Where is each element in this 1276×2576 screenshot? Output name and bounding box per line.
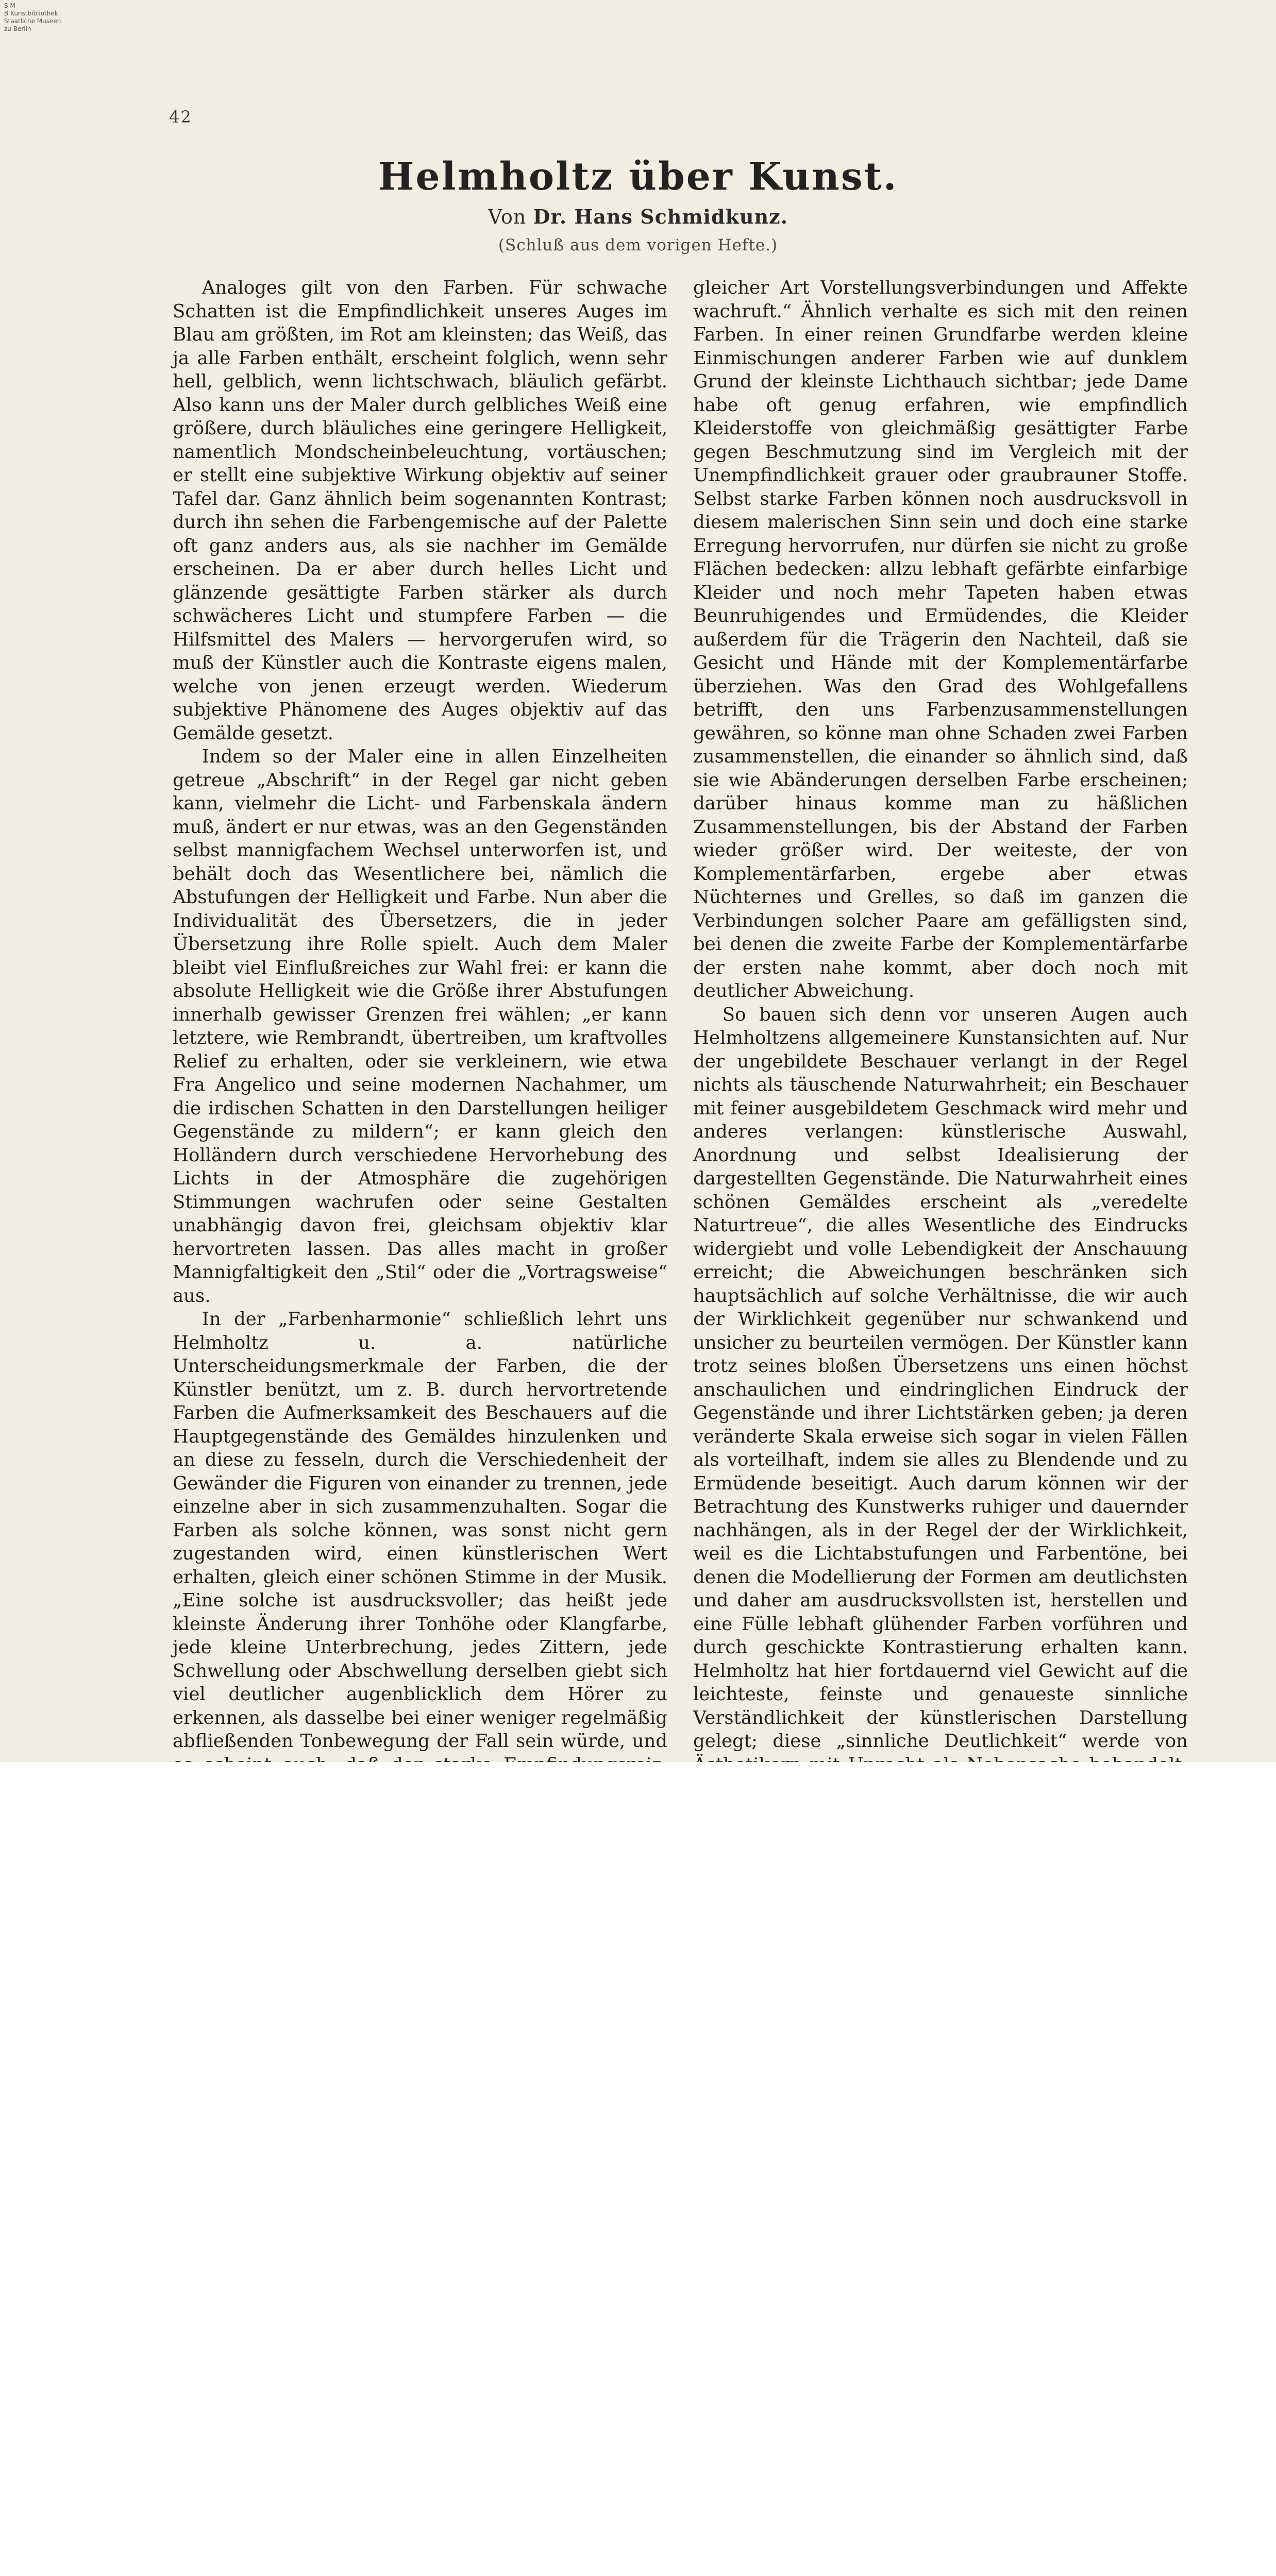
paragraph: In der „Farbenharmonie“ schließlich lehrt uns Helmholtz u. a. natürliche Unterscheidungsmerkmale der Farben, die der Künstler benützt, um z. B. durch hervortretende Farben die Aufmerksamkeit des Beschauers auf die Hauptgegenstände des Gemäldes hinzulenken und an diese zu fesseln, durch die Verschiedenheit der Gewänder die Figuren von einander zu trennen, jede einzelne aber in sich zusammenzuhalten. Sogar die Farben als solche können, was sonst nicht gern zugestanden wird, einen künstlerischen Wert erhalten, gleich einer schönen Stimme in der Musik. „Eine solche ist ausdrucksvoller; das heißt jede kleinste Änderung ihrer Tonhöhe oder Klangfarbe, jede kleine Unterbrechung, jedes Zittern, jede Schwellung oder Abschwellung derselben giebt sich viel deutlicher augenblicklich dem Hörer zu erkennen, als dasselbe bei einer weniger regelmäßig abfließenden Tonbewegung der Fall sein würde, und <box>173 1309 667 1752</box>
paragraph: Analoges gilt von den Farben. Für schwache Schatten ist die Empfindlichkeit unseres Auges im Blau am größten, im Rot am kleinsten; das Weiß, das ja alle Farben enthält, erscheint folglich, wenn sehr hell, gelblich, wenn lichtschwach, bläulich gefärbt. Also kann uns der Maler durch gelbliches Weiß eine größere, durch bläuliches eine geringere Helligkeit, namentlich Mondscheinbeleuchtung, vortäuschen; er stellt eine subjektive Wirkung objektiv auf seiner Tafel dar. Ganz ähnlich beim sogenannten Kontrast; durch ihn sehen die Farbengemische auf der Palette oft ganz anders aus, als sie nachher im Gemälde erscheinen. Da er aber durch helles Licht und glänzende gesättigte Farben stärker als durch schwächeres Licht und stumpfere Farben — die Hilfsmittel des Malers — hervorgerufen wird, so muß der Künstler auch die Kontraste eigens malen, welche von jenen erzeugt werden. Wiederum subjektive Phänomene des Auges objektiv auf das Gemälde gesetzt. <box>173 277 667 744</box>
library-stamp: S M B Kunstbibliothek Staatliche Museen zu Berlin <box>4 2 61 32</box>
paragraph: Indem so der Maler eine in allen Einzelheiten getreue „Abschrift“ in der Regel gar nicht geben kann, vielmehr die Licht- und Farbenskala ändern muß, ändert er nur etwas, was an den Gegenständen selbst mannigfachem Wechsel unterworfen ist, und behält doch das Wesentlichere bei, nämlich die Abstufungen der Helligkeit und Farbe. Nun aber die Individualität des Übersetzers, die in jeder Übersetzung ihre Rolle spielt. Auch dem Maler bleibt viel Einflußreiches zur Wahl frei: er kann die absolute Helligkeit wie die Größe ihrer Abstufungen innerhalb gewisser Grenzen frei wählen; „er kann letztere, wie Rembrandt, übertreiben, um kraftvolles Relief zu erhalten, oder sie verkleinern, wie etwa Fra Angelico und seine modernen Nachahmer, um die irdischen Schatten in den Darstellungen heiliger Gegenstände zu mildern“; er kann gleich den Holländern durch verschiedene Hervorhebung des Lichts in der Atmosphäre die zugehörigen Stimmungen wachrufen oder seine Gestalten unabhängig davon frei, gleichsam objektiv klar hervortreten lassen. Das alles macht in großer Mannigfaltigkeit den „Stil“ oder die „Vortragsweise“ aus. <box>173 746 667 1307</box>
text-column-left <box>173 276 667 1823</box>
continuation-note: (Schluß aus dem vorigen Hefte.) <box>498 236 778 255</box>
article-byline <box>0 205 1276 228</box>
paragraph: So bauen sich denn vor unseren Augen auch Helmholtzens allgemeinere Kunstansichten auf. Nur der ungebildete Beschauer verlangt in der Regel nichts als täuschende Naturwahrheit; ein Beschauer mit feiner ausgebildetem Geschmack wird mehr und anderes verlangen: künstlerische Auswahl, Anordnung und selbst Idealisierung der dargestellten Gegenstände. Die Naturwahrheit eines schönen Gemäldes erscheint als „veredelte Naturtreue“, die alles Wesentliche des Eindrucks widergiebt und volle Lebendigkeit der Anschauung erreicht; die Abweichungen beschränken sich hauptsächlich auf solche Verhältnisse, die wir auch der Wirklichkeit gegenüber nur schwankend und unsicher zu beurteilen vermögen. Der Künstler kann trotz seines bloßen Übersetzens uns einen höchst anschaulichen und eindringlichen Eindruck der Gegenstände und ihrer Lichtstärken geben; ja deren veränderte Skala erweise sich sogar in vielen Fällen als vorteilhaft, indem sie alles zu Blendende und zu Ermüdende beseitigt. Auch darum können wir der Betrachtung des Kunstwerks ruhiger und dauernder nachhängen, als in der Regel der der Wirklichkeit, weil es die Lichtabstufungen und Farbentöne, bei denen die Modellierung der Formen am deutlichsten und daher am ausdrucksvollsten ist, herstellen und eine Fülle lebhaft glühender Farben vorführen und durch geschickte Kontrastierung erhalten kann. Helmholtz hat hier fortdauernd viel Gewicht auf die leichteste, feinste und genaueste sinnliche Verständlichkeit der künstlerischen Darstellung gelegt; diese „sinnliche Deutlichkeit“ werde von <box>693 1004 1188 1752</box>
paragraph: gleicher Art Vorstellungsverbindungen und Affekte wachruft.“ Ähnlich verhalte es sich mit den reinen Farben. In einer reinen Grundfarbe werden kleine Einmischungen anderer Farben wie auf dunklem Grund der kleinste Lichthauch sichtbar; jede Dame habe oft genug erfahren, wie empfindlich Kleiderstoffe von gleichmäßig gesättigter Farbe gegen Beschmutzung sind im Vergleich mit der Unempfindlichkeit grauer oder graubrauner Stoffe. Selbst starke Farben können noch ausdrucksvoll in diesem malerischen Sinn sein und doch eine starke Erregung hervorrufen, nur dürfen sie nicht zu große Flächen bedecken: allzu lebhaft gefärbte einfarbige Kleider und noch mehr Tapeten haben etwas Beunruhigendes und Ermüdendes, die Kleider außerdem für die Trägerin den Nachteil, daß sie Gesicht und Hände mit der Komplementärfarbe überziehen. Was den Grad des Wohlgefallens betrifft, den uns Farbenzusammenstellungen gewähren, so könne man ohne Schaden zwei Farben zusammenstellen, die einander so ähnlich sind, daß sie wie Abänderungen derselben Farbe erscheinen; darüber hinaus komme man zu häßlichen Zusammenstellungen, bis der Abstand der Farben wieder größer wird. Der weiteste, der von Komplementärfarben, ergebe aber etwas Nüchternes und Grelles, so daß im ganzen die Verbindungen solcher Paare am gefälligsten sind, bei denen die zweite Farbe der Komplementärfarbe der ersten nahe kommt, aber doch noch mit deutlicher Abweichung. <box>693 277 1188 1002</box>
text-column-right <box>693 276 1188 1823</box>
byline-author: Dr. Hans Schmidkunz. <box>533 205 788 228</box>
page-number: 42 <box>169 107 192 127</box>
footer-bar <box>0 1762 1276 1855</box>
article-title: Helmholtz über Kunst. <box>378 155 898 199</box>
byline-prefix: Von <box>488 206 527 228</box>
